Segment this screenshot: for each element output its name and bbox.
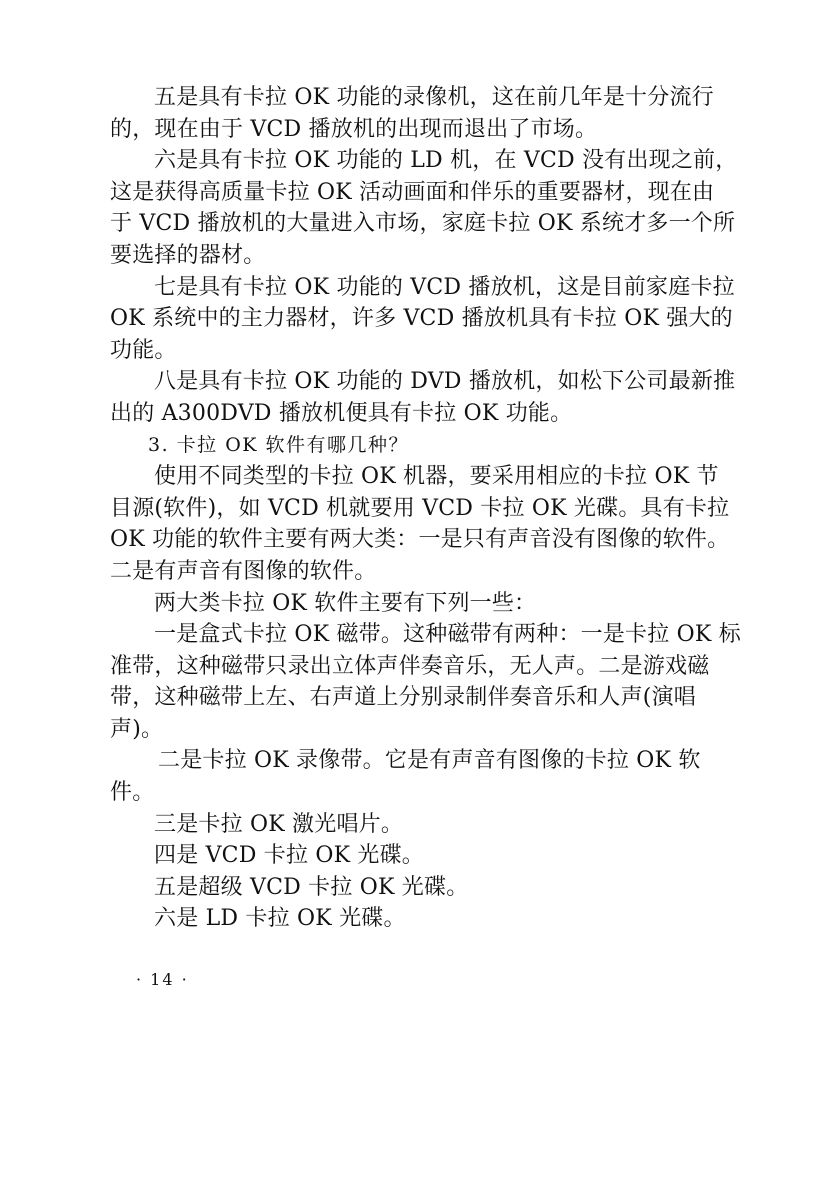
text-line: 使用不同类型的卡拉 OK 机器，要采用相应的卡拉 OK 节 [154,464,719,490]
text-line: 声)。 [110,716,164,742]
text-line: 一是盒式卡拉 OK 磁带。这种磁带有两种：一是卡拉 OK 标 [154,622,741,648]
text-line: 出的 A300DVD 播放机便具有卡拉 OK 功能。 [110,400,573,426]
text-line: 这是获得高质量卡拉 OK 活动画面和伴乐的重要器材，现在由 [110,179,715,205]
body-text [110,82,741,935]
text-line: 准带，这种磁带只录出立体声伴奏音乐，无人声。二是游戏磁 [110,653,710,679]
section-question: 3. 卡拉 OK 软件有哪几种？ [148,433,410,456]
text-line: 八是具有卡拉 OK 功能的 DVD 播放机，如松下公司最新推 [154,369,736,395]
text-line: 要选择的器材。 [110,242,266,268]
text-line: 目源(软件)，如 VCD 机就要用 VCD 卡拉 OK 光碟。具有卡拉 [110,495,730,521]
text-line: 于 VCD 播放机的大量进入市场，家庭卡拉 OK 系统才多一个所 [110,211,736,237]
text-line: 的，现在由于 VCD 播放机的出现而退出了市场。 [110,116,598,142]
text-line: OK 系统中的主力器材，许多 VCD 播放机具有卡拉 OK 强大的 [110,306,733,332]
text-line: 二是卡拉 OK 录像带。它是有声音有图像的卡拉 OK 软 [158,748,701,774]
text-line: 功能。 [110,337,177,363]
text-line: 件。 [110,780,155,806]
text-line: 带，这种磁带上左、右声道上分别录制伴奏音乐和人声(演唱 [110,685,696,711]
text-line: OK 功能的软件主要有两大类：一是只有声音没有图像的软件。 [110,527,730,553]
text-line: 七是具有卡拉 OK 功能的 VCD 播放机，这是目前家庭卡拉 [154,274,735,300]
page-number: · 14 · [136,970,189,989]
text-line: 六是 LD 卡拉 OK 光碟。 [154,906,406,932]
text-line: 六是具有卡拉 OK 功能的 LD 机，在 VCD 没有出现之前， [154,148,738,174]
text-line: 两大类卡拉 OK 软件主要有下列一些： [154,590,537,616]
text-line: 五是超级 VCD 卡拉 OK 光碟。 [154,874,469,900]
text-line: 五是具有卡拉 OK 功能的录像机，这在前几年是十分流行 [154,85,714,110]
text-line: 三是卡拉 OK 激光唱片。 [154,811,404,837]
text-line: 二是有声音有图像的软件。 [110,558,377,584]
text-line: 四是 VCD 卡拉 OK 光碟。 [154,843,425,869]
